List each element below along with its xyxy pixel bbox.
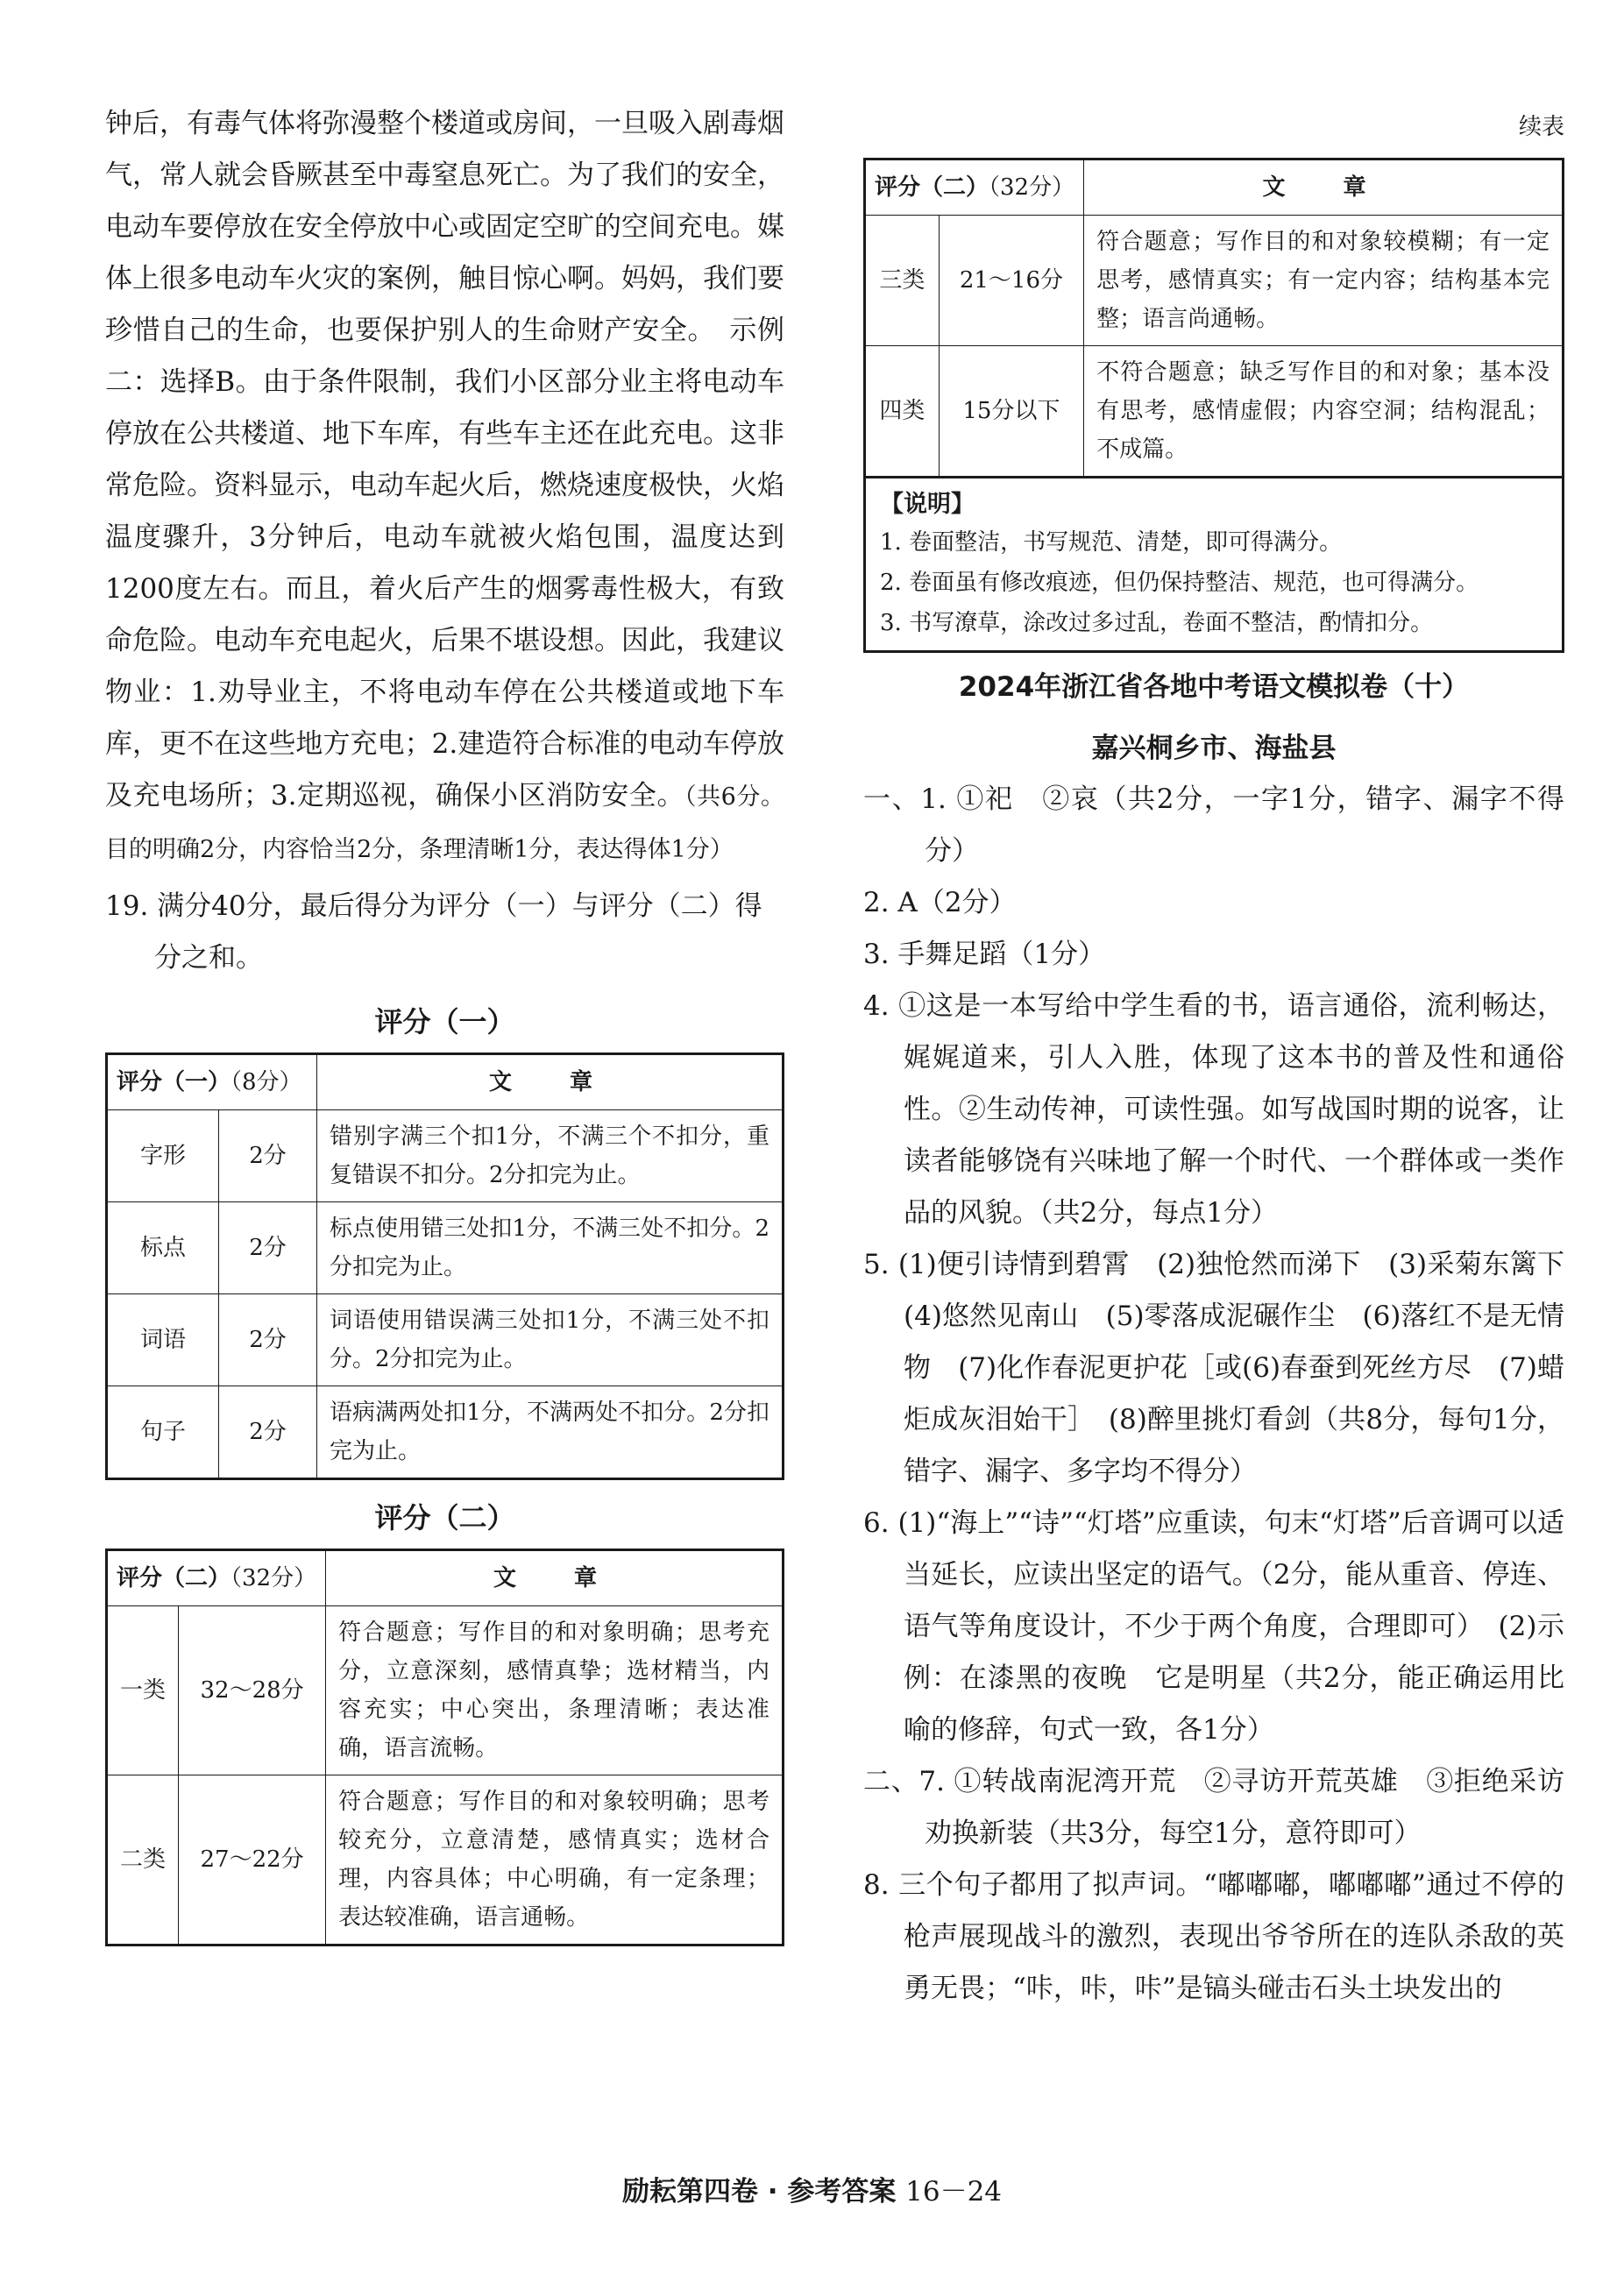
row-points: 2分 (219, 1110, 317, 1202)
row-description: 词语使用错误满三处扣1分，不满三处不扣分。2分扣完为止。 (317, 1294, 784, 1386)
table-row (107, 1775, 784, 1945)
table-header-row (865, 159, 1564, 216)
notes-title: 【说明】 (880, 491, 975, 518)
note-item: 2. 卷面虽有修改痕迹，但仍保持整洁、规范，也可得满分。 (880, 570, 1479, 596)
table-header-left: 评分（二）（32分） (865, 159, 1084, 216)
table-row (107, 1606, 784, 1775)
right-column (863, 158, 1592, 2015)
row-points: 15分以下 (939, 346, 1083, 478)
answer-1: 一、1. ①祀 ②哀（共2分，一字1分，错字、漏字不得分） (863, 783, 1564, 867)
row-category: 字形 (107, 1110, 219, 1202)
row-points: 21～16分 (939, 216, 1083, 346)
row-category: 二类 (107, 1775, 179, 1945)
table-row (107, 1202, 784, 1294)
row-category: 标点 (107, 1202, 219, 1294)
continued-label: 续表 (1518, 114, 1564, 140)
row-description: 符合题意；写作目的和对象明确；思考充分，立意深刻，感情真挚；选材精当，内容充实；中心突出，条理清晰；表达准确，语言流畅。 (326, 1606, 784, 1775)
left-column (105, 98, 784, 1946)
row-description: 错别字满三个扣1分，不满三个不扣分，重复错误不扣分。2分扣完为止。 (317, 1110, 784, 1202)
row-category: 四类 (865, 346, 940, 478)
table-header-left: 评分（一）（8分） (107, 1054, 317, 1110)
row-description: 符合题意；写作目的和对象较模糊；有一定思考，感情真实；有一定内容；结构基本完整；语言尚通畅。 (1084, 216, 1564, 346)
row-description: 标点使用错三处扣1分，不满三处不扣分。2分扣完为止。 (317, 1202, 784, 1294)
answer-8: 8. 三个句子都用了拟声词。“嘟嘟嘟，嘟嘟嘟”通过不停的枪声展现战斗的激烈，表现出爷爷所在的连队杀敌的英勇无畏；“咔，咔，咔”是镐头碰击石头土块发出的 (863, 1869, 1564, 2004)
answer-2: 2. A（2分） (863, 887, 1017, 918)
table-header-left: 评分（二）（32分） (107, 1550, 326, 1606)
row-points: 2分 (219, 1202, 317, 1294)
row-description: 符合题意；写作目的和对象较明确；思考较充分，立意清楚，感情真实；选材合理，内容具体；中心明确，有一定条理；表达较准确，语言通畅。 (326, 1775, 784, 1945)
row-description: 不符合题意；缺乏写作目的和对象；基本没有思考，感情虚假；内容空洞；结构混乱；不成篇。 (1084, 346, 1564, 478)
continued-answer-text: 钟后，有毒气体将弥漫整个楼道或房间，一旦吸入剧毒烟气，常人就会昏厥甚至中毒窒息死亡。为了我们的安全，电动车要停放在安全停放中心或固定空旷的空间充电。媒体上很多电动车火灾的案例，触目惊心啊。妈妈，我们要珍惜自己的生命，也要保护别人的生命财产安全。 示例二：选择B。由于条件限制，我们小区部分业主将电动车停放在公共楼道、地下车库，有些车主还在此充电。这非常危险。资料显示，电动车起火后，燃烧速度极快，火焰温度骤升，3分钟后，电动车就被火焰包围，温度达到1200度左右。而且，着火后产生的烟雾毒性极大，有致命危险。电动车充电起火，后果不堪设想。因此，我建议物业：1.劝导业主，不将电动车停在公共楼道或地下车库，更不在这些地方充电；2.建造符合标准的电动车停放及充电场所；3.定期巡视，确保小区消防安全。（共6分。目的明确2分，内容恰当2分，条理清晰1分，表达得体1分） (105, 108, 784, 863)
question-19: 19. 满分40分，最后得分为评分（一）与评分（二）得分之和。 (105, 890, 762, 974)
paper-subtitle: 嘉兴桐乡市、海盐县 (1091, 733, 1337, 764)
row-points: 2分 (219, 1386, 317, 1479)
page-number: 16－24 (905, 2176, 1003, 2208)
note-item: 1. 卷面整洁，书写规范、清楚，即可得满分。 (880, 529, 1343, 556)
answer-6: 6. (1)“海上”“诗”“灯塔”应重读，句末“灯塔”后音调可以适当延长，应读出坚定的语气。（2分，能从重音、停连、语气等角度设计，不少于两个角度，合理即可） (2)示例：在漆黑的夜晚 它是明星（共2分，能正确运用比喻的修辞，句式一致，各1分） (863, 1507, 1564, 1746)
table-row (865, 216, 1564, 346)
paper-title: 2024年浙江省各地中考语文模拟卷（十） (958, 671, 1470, 703)
table-header-row (107, 1550, 784, 1606)
table-header-right: 文 章 (326, 1550, 784, 1606)
answer-3: 3. 手舞足蹈（1分） (863, 939, 1106, 970)
notes-box (863, 478, 1564, 653)
scoring-table-2-continued (863, 158, 1564, 478)
row-description: 语病满两处扣1分，不满两处不扣分。2分扣完为止。 (317, 1386, 784, 1479)
row-points: 32～28分 (179, 1606, 326, 1775)
row-category: 三类 (865, 216, 940, 346)
scoring-table-1 (105, 1052, 784, 1480)
table-row (107, 1110, 784, 1202)
answer-4: 4. ①这是一本写给中学生看的书，语言通俗，流利畅达，娓娓道来，引人入胜，体现了这本书的普及性和通俗性。②生动传神，可读性强。如写战国时期的说客，让读者能够饶有兴味地了解一个时代、一个群体或一类作品的风貌。（共2分，每点1分） (863, 990, 1564, 1229)
table-row (107, 1294, 784, 1386)
footer-label: 励耘第四卷 · 参考答案 (621, 2176, 897, 2208)
table-row (107, 1386, 784, 1479)
answer-7: 二、7. ①转战南泥湾开荒 ②寻访开荒英雄 ③拒绝采访劝换新装（共3分，每空1分，意符即可） (863, 1766, 1564, 1849)
note-item: 3. 书写潦草，涂改过多过乱，卷面不整洁，酌情扣分。 (880, 610, 1434, 636)
table-header-row (107, 1054, 784, 1110)
row-category: 句子 (107, 1386, 219, 1479)
page-footer (0, 2169, 1624, 2208)
answer-5: 5. (1)便引诗情到碧霄 (2)独怆然而涕下 (3)采菊东篱下 (4)悠然见南山 (5)零落成泥碾作尘 (6)落红不是无情物 (7)化作春泥更护花［或(6)春蚕到死丝方尽 (7)蜡炬成灰泪始干］ (8)醉里挑灯看剑（共8分，每句1分，错字、漏字、多字均不得分） (863, 1249, 1592, 1487)
table-header-right: 文 章 (1084, 159, 1564, 216)
table-row (865, 346, 1564, 478)
row-category: 一类 (107, 1606, 179, 1775)
table2-title: 评分（二） (374, 1501, 515, 1534)
table-header-right: 文 章 (317, 1054, 784, 1110)
table1-title: 评分（一） (374, 1005, 515, 1038)
row-points: 27～22分 (179, 1775, 326, 1945)
row-category: 词语 (107, 1294, 219, 1386)
row-points: 2分 (219, 1294, 317, 1386)
scoring-table-2 (105, 1549, 784, 1946)
scoring-note: （共6分。目的明确2分，内容恰当2分，条理清晰1分，表达得体1分） (105, 783, 784, 863)
